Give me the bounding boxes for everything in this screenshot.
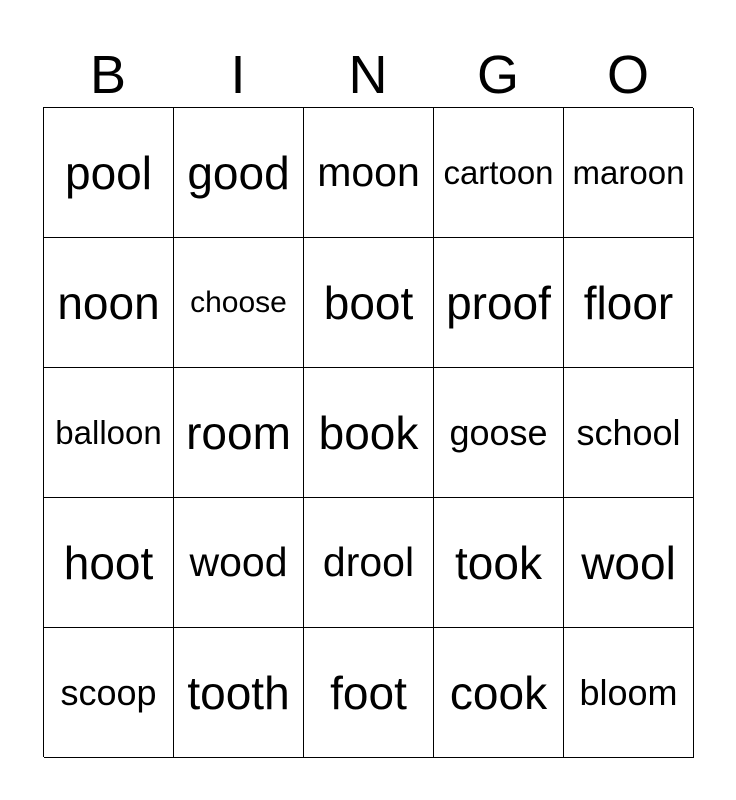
bingo-cell: noon	[44, 238, 174, 368]
bingo-cell: moon	[304, 108, 434, 238]
bingo-cell: tooth	[174, 628, 304, 758]
bingo-board	[43, 107, 693, 757]
bingo-cell: proof	[434, 238, 564, 368]
bingo-cell: bloom	[564, 628, 694, 758]
bingo-cell: maroon	[564, 108, 694, 238]
bingo-cell: boot	[304, 238, 434, 368]
bingo-cell: foot	[304, 628, 434, 758]
bingo-cell: wool	[564, 498, 694, 628]
bingo-cell: scoop	[44, 628, 174, 758]
header-letter-o: O	[606, 45, 649, 105]
header-letter-i: I	[230, 45, 246, 105]
bingo-cell: good	[174, 108, 304, 238]
bingo-cell: wood	[174, 498, 304, 628]
bingo-header	[43, 44, 693, 106]
header-letter-n: N	[348, 45, 388, 105]
bingo-cell: hoot	[44, 498, 174, 628]
bingo-cell: goose	[434, 368, 564, 498]
bingo-cell: floor	[564, 238, 694, 368]
bingo-cell: choose	[174, 238, 304, 368]
bingo-cell: balloon	[44, 368, 174, 498]
bingo-cell: cartoon	[434, 108, 564, 238]
bingo-cell: pool	[44, 108, 174, 238]
bingo-cell: drool	[304, 498, 434, 628]
header-letter-b: B	[89, 45, 127, 105]
header-letter-g: G	[476, 45, 519, 105]
bingo-cell: room	[174, 368, 304, 498]
bingo-cell: took	[434, 498, 564, 628]
bingo-cell: school	[564, 368, 694, 498]
bingo-cell: book	[304, 368, 434, 498]
bingo-cell: cook	[434, 628, 564, 758]
